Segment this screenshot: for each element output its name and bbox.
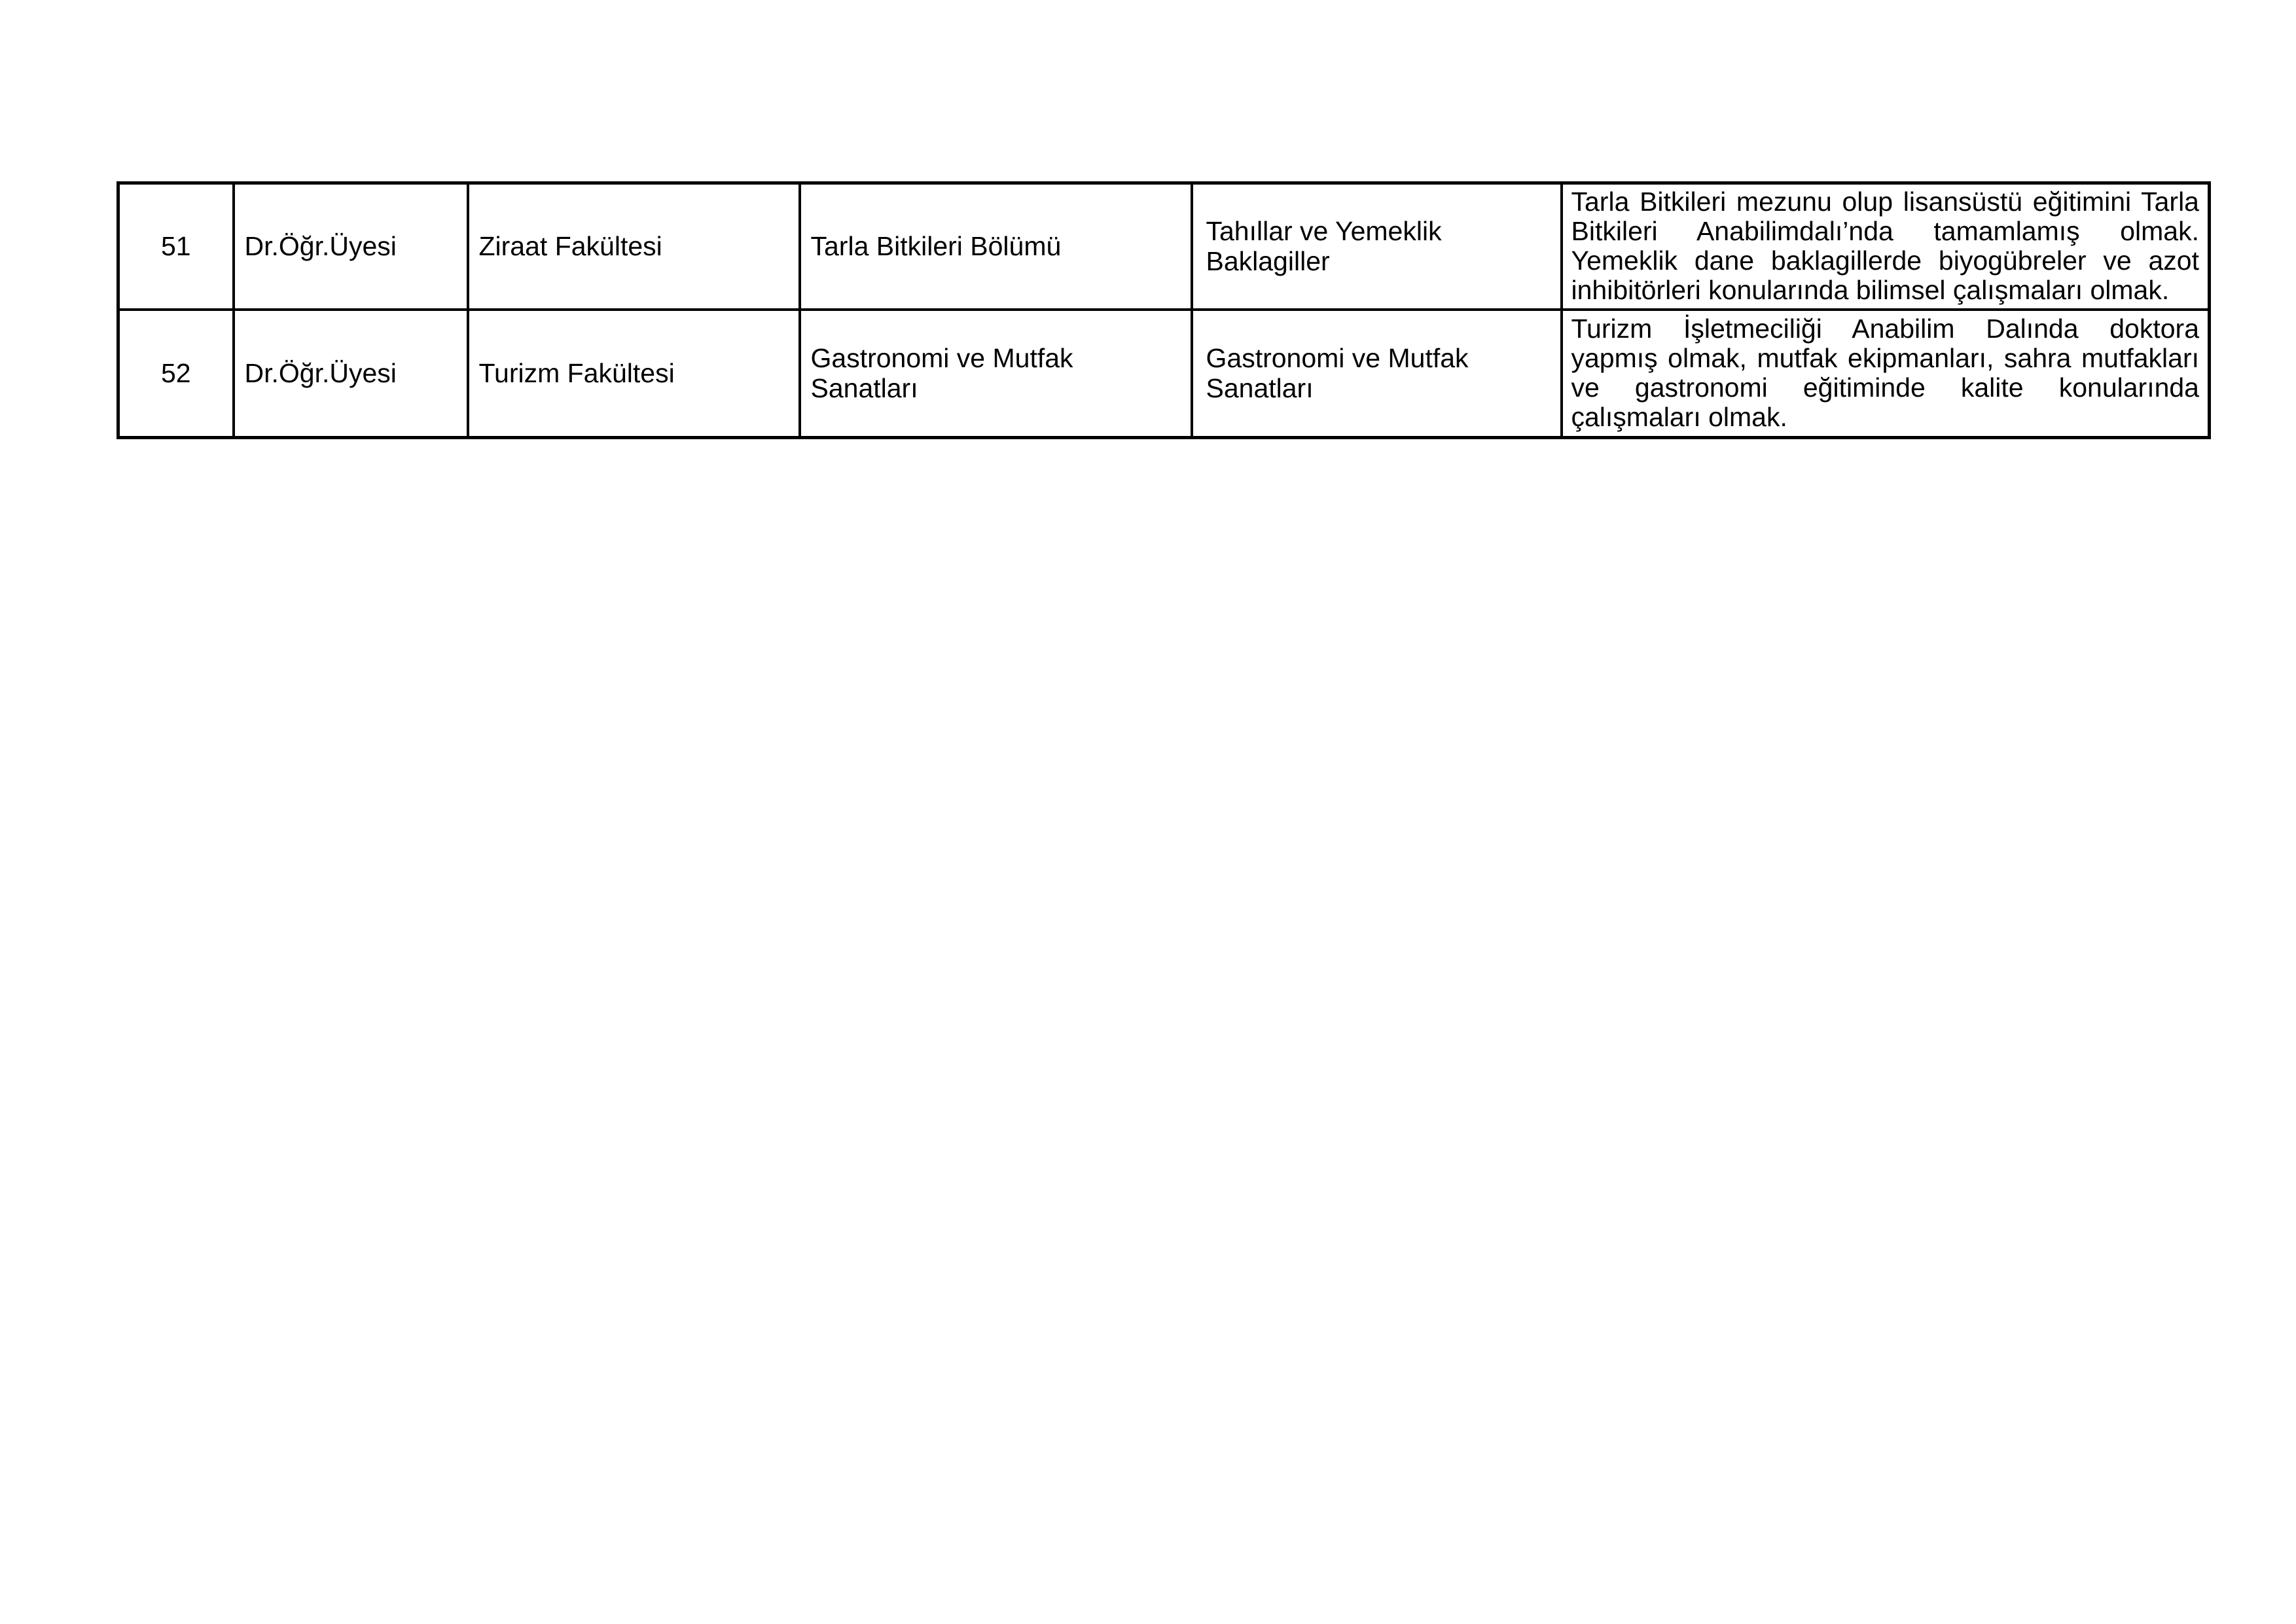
aciklama-line: inhibitörleri konularında bilimsel çalışmaları olmak. [1571, 275, 2170, 306]
bolum-line: Gastronomi ve Mutfak [810, 343, 1073, 374]
bolum-line: Sanatları [810, 373, 918, 404]
aciklama-line: Turizm İşletmeciliği Anabilim Dalında doktora [1571, 314, 2199, 344]
aciklama-line: yapmış olmak, mutfak ekipmanları, sahra mutfakları [1571, 343, 2199, 374]
cell-fakulte: Ziraat Fakültesi [468, 183, 800, 310]
cell-bolum [800, 183, 1192, 310]
anabilim-line: Tahıllar ve Yemeklik [1206, 216, 1442, 247]
anabilim-line: Gastronomi ve Mutfak [1206, 343, 1469, 374]
cell-bolum [800, 310, 1192, 438]
aciklama-line: Yemeklik dane baklagillerde biyogübreler ve azot [1571, 245, 2199, 276]
cell-unvan: Dr.Öğr.Üyesi [234, 183, 468, 310]
aciklama-line: Bitkileri Anabilimdalı’nda tamamlamış olmak. [1571, 216, 2199, 247]
aciklama-line: çalışmaları olmak. [1571, 402, 1787, 433]
table-row [118, 310, 2210, 438]
cell-anabilim-dali [1192, 183, 1562, 310]
cell-fakulte: Turizm Fakültesi [468, 310, 800, 438]
cell-sira-no: 51 [118, 183, 234, 310]
table-row [118, 183, 2210, 310]
cell-aciklama [1562, 310, 2210, 438]
cell-anabilim-dali [1192, 310, 1562, 438]
aciklama-line: Tarla Bitkileri mezunu olup lisansüstü eğitimini Tarla [1571, 187, 2199, 217]
anabilim-line: Baklagiller [1206, 246, 1330, 277]
bolum-line: Tarla Bitkileri Bölümü [810, 231, 1062, 262]
cell-unvan: Dr.Öğr.Üyesi [234, 310, 468, 438]
cell-aciklama [1562, 183, 2210, 310]
aciklama-line: ve gastronomi eğitiminde kalite konularında [1571, 372, 2199, 403]
anabilim-line: Sanatları [1206, 373, 1314, 404]
faculty-positions-table [117, 181, 2211, 439]
cell-sira-no: 52 [118, 310, 234, 438]
